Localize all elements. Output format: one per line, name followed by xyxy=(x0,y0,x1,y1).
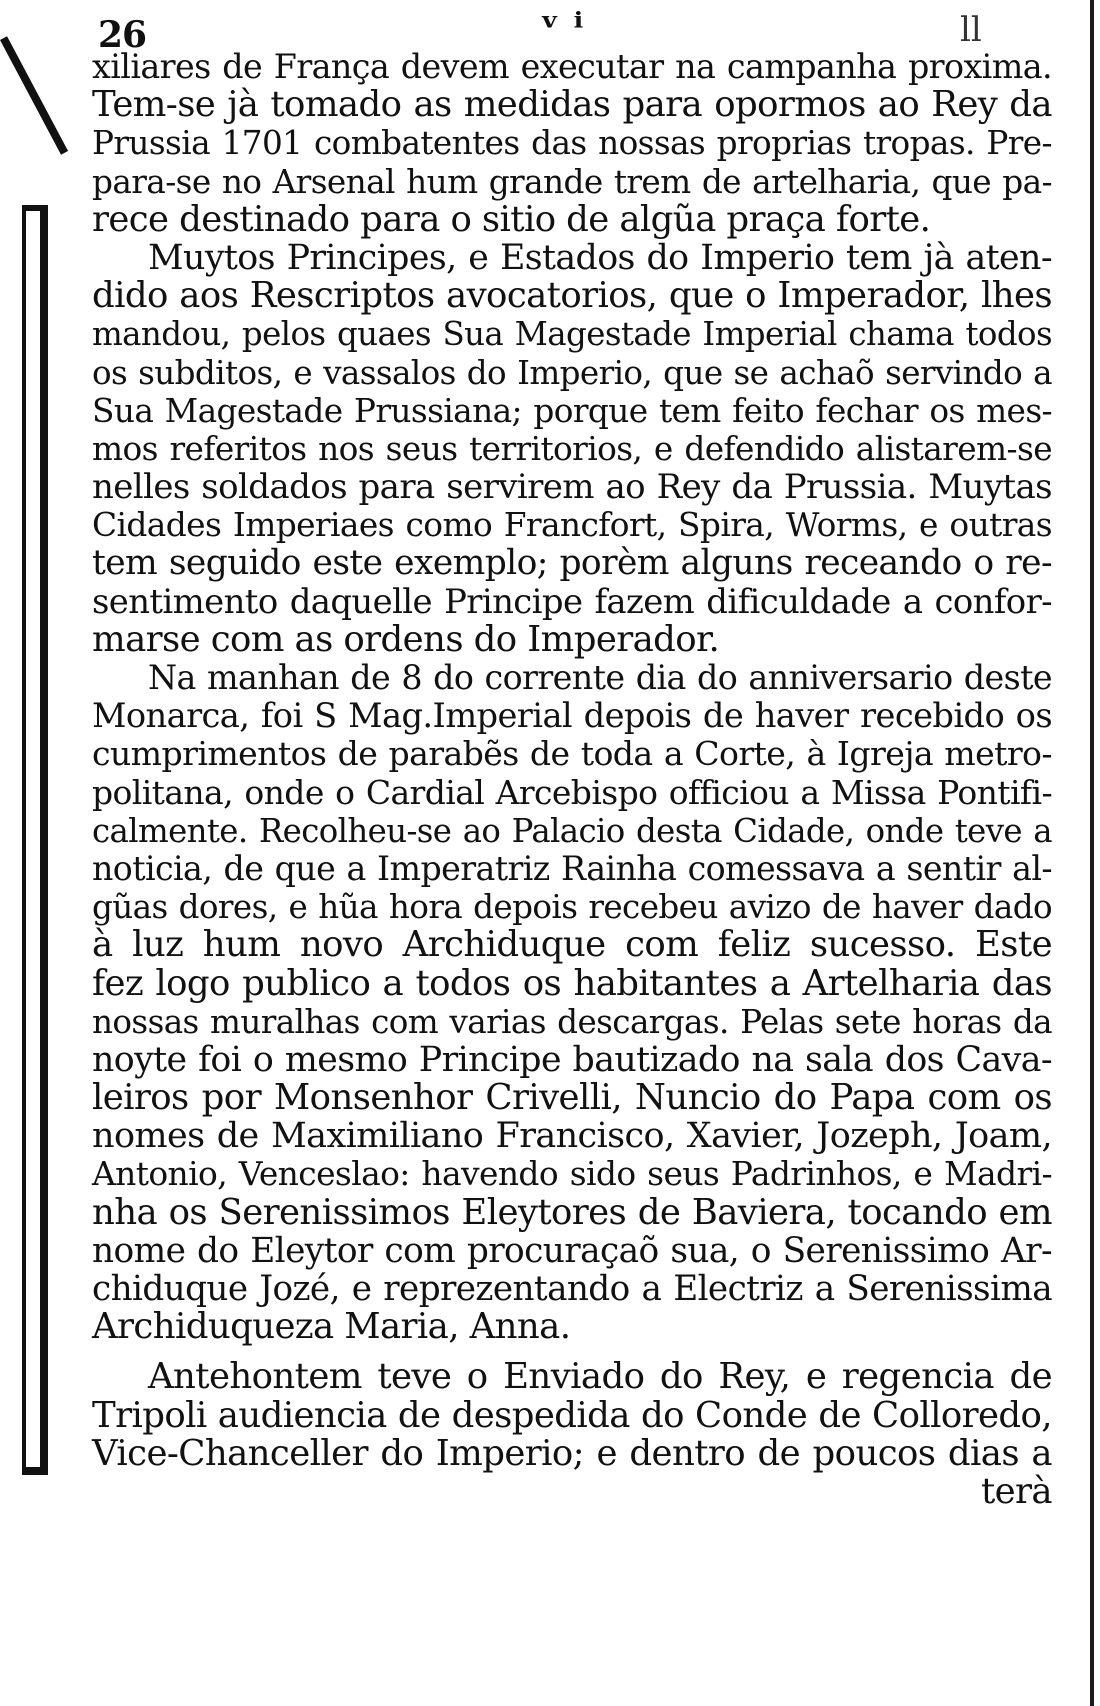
text-line: Tripoli audiencia de despedida do Conde de Colloredo, xyxy=(92,1394,1052,1436)
article-body xyxy=(92,48,1052,1511)
text-line: dido aos Rescriptos avocatorios, que o Imperador, lhes xyxy=(92,275,1052,317)
text-line: Tem-se jà tomado as medidas para opormos ao Rey da xyxy=(92,84,1052,126)
text-line: tem seguido este exemplo; porèm alguns receando o re- xyxy=(92,543,1052,584)
text-line: Vice-Chanceller do Imperio; e dentro de poucos dias a xyxy=(92,1432,1052,1474)
text-line: para-se no Arsenal hum grande trem de artelharia, que pa- xyxy=(92,162,1052,201)
text-line: nomes de Maximiliano Francisco, Xavier, Jozeph, Joam, xyxy=(92,1116,1052,1157)
text-line: nha os Serenissimos Eleytores de Baviera, tocando em xyxy=(92,1191,1052,1233)
text-line: politana, onde o Cardial Arcebispo officiou a Missa Pontifi- xyxy=(92,772,1052,812)
scan-right-edge xyxy=(1090,0,1094,1706)
text-line: Sua Magestade Prussiana; porque tem feito fechar os mes- xyxy=(92,391,1052,430)
text-line: noyte foi o mesmo Principe bautizado na sala dos Cava- xyxy=(92,1039,1052,1080)
text-line: chiduque Jozé, e reprezentando a Electriz a Serenissima xyxy=(92,1269,1052,1309)
text-line: xiliares de França devem executar na campanha proxima. xyxy=(92,47,1052,86)
text-line: nossas muralhas com varias descargas. Pelas sete horas da xyxy=(92,1002,1052,1041)
ink-marks: ᵛ ⁱ xyxy=(540,4,584,51)
text-line: cumprimentos de parabẽs de toda a Corte, à Igreja metro- xyxy=(92,734,1052,774)
text-line: noticia, de que a Imperatriz Rainha comessava a sentir al- xyxy=(92,848,1052,888)
text-line: rece destinado para o sitio de algũa praça forte. xyxy=(92,198,931,240)
text-line: Antehontem teve o Enviado do Rey, e regencia de xyxy=(148,1356,1052,1398)
text-line: os subditos, e vassalos do Imperio, que se achaõ servindo a xyxy=(92,353,1052,392)
text-line: leiros por Monsenhor Crivelli, Nuncio do Papa com os xyxy=(92,1077,1052,1119)
text-line: Monarca, foi S Mag.Imperial depois de haver recebido os xyxy=(92,696,1052,736)
text-line: mos referitos nos seus territorios, e defendido alistarem-se xyxy=(92,429,1052,468)
text-line: nome do Eleytor com procuraçaõ sua, o Serenissimo Ar- xyxy=(92,1230,1052,1271)
text-line: gũas dores, e hũa hora depois recebeu avizo de haver dado xyxy=(92,888,1052,927)
text-line: Archiduqueza Maria, Anna. xyxy=(92,1306,571,1348)
text-line: Antonio, Venceslao: havendo sido seus Padrinhos, e Madri- xyxy=(92,1154,1052,1194)
text-line: Cidades Imperiaes como Francfort, Spira, Worms, e outras xyxy=(92,506,1052,545)
text-line: calmente. Recolheu-se ao Palacio desta Cidade, onde teve a xyxy=(92,811,1052,850)
text-line: à luz hum novo Archiduque com feliz sucesso. Este xyxy=(92,924,1052,966)
text-line: sentimento daquelle Principe fazem dificuldade a confor- xyxy=(92,581,1052,621)
text-line: Na manhan de 8 do corrente dia do anniversario deste xyxy=(148,658,1052,697)
margin-marks: ll xyxy=(960,10,982,50)
catchword: terà xyxy=(980,1470,1052,1512)
page-number: 26 xyxy=(98,14,147,56)
text-line: mandou, pelos quaes Sua Magestade Imperial chama todos xyxy=(92,315,1052,354)
text-line: marse com as ordens do Imperador. xyxy=(92,618,720,660)
scan-binding-gap xyxy=(26,211,40,1467)
text-line: Prussia 1701 combatentes das nossas proprias tropas. Pre- xyxy=(92,124,1052,163)
text-line: Muytos Principes, e Estados do Imperio tem jà aten- xyxy=(148,237,1052,278)
scan-binding-shadow xyxy=(22,205,48,1475)
text-line: fez logo publico a todos os habitantes a Artelharia das xyxy=(92,962,1052,1004)
text-line: nelles soldados para servirem ao Rey da Prussia. Muytas xyxy=(92,467,1052,508)
scan-corner-mark xyxy=(0,36,68,155)
